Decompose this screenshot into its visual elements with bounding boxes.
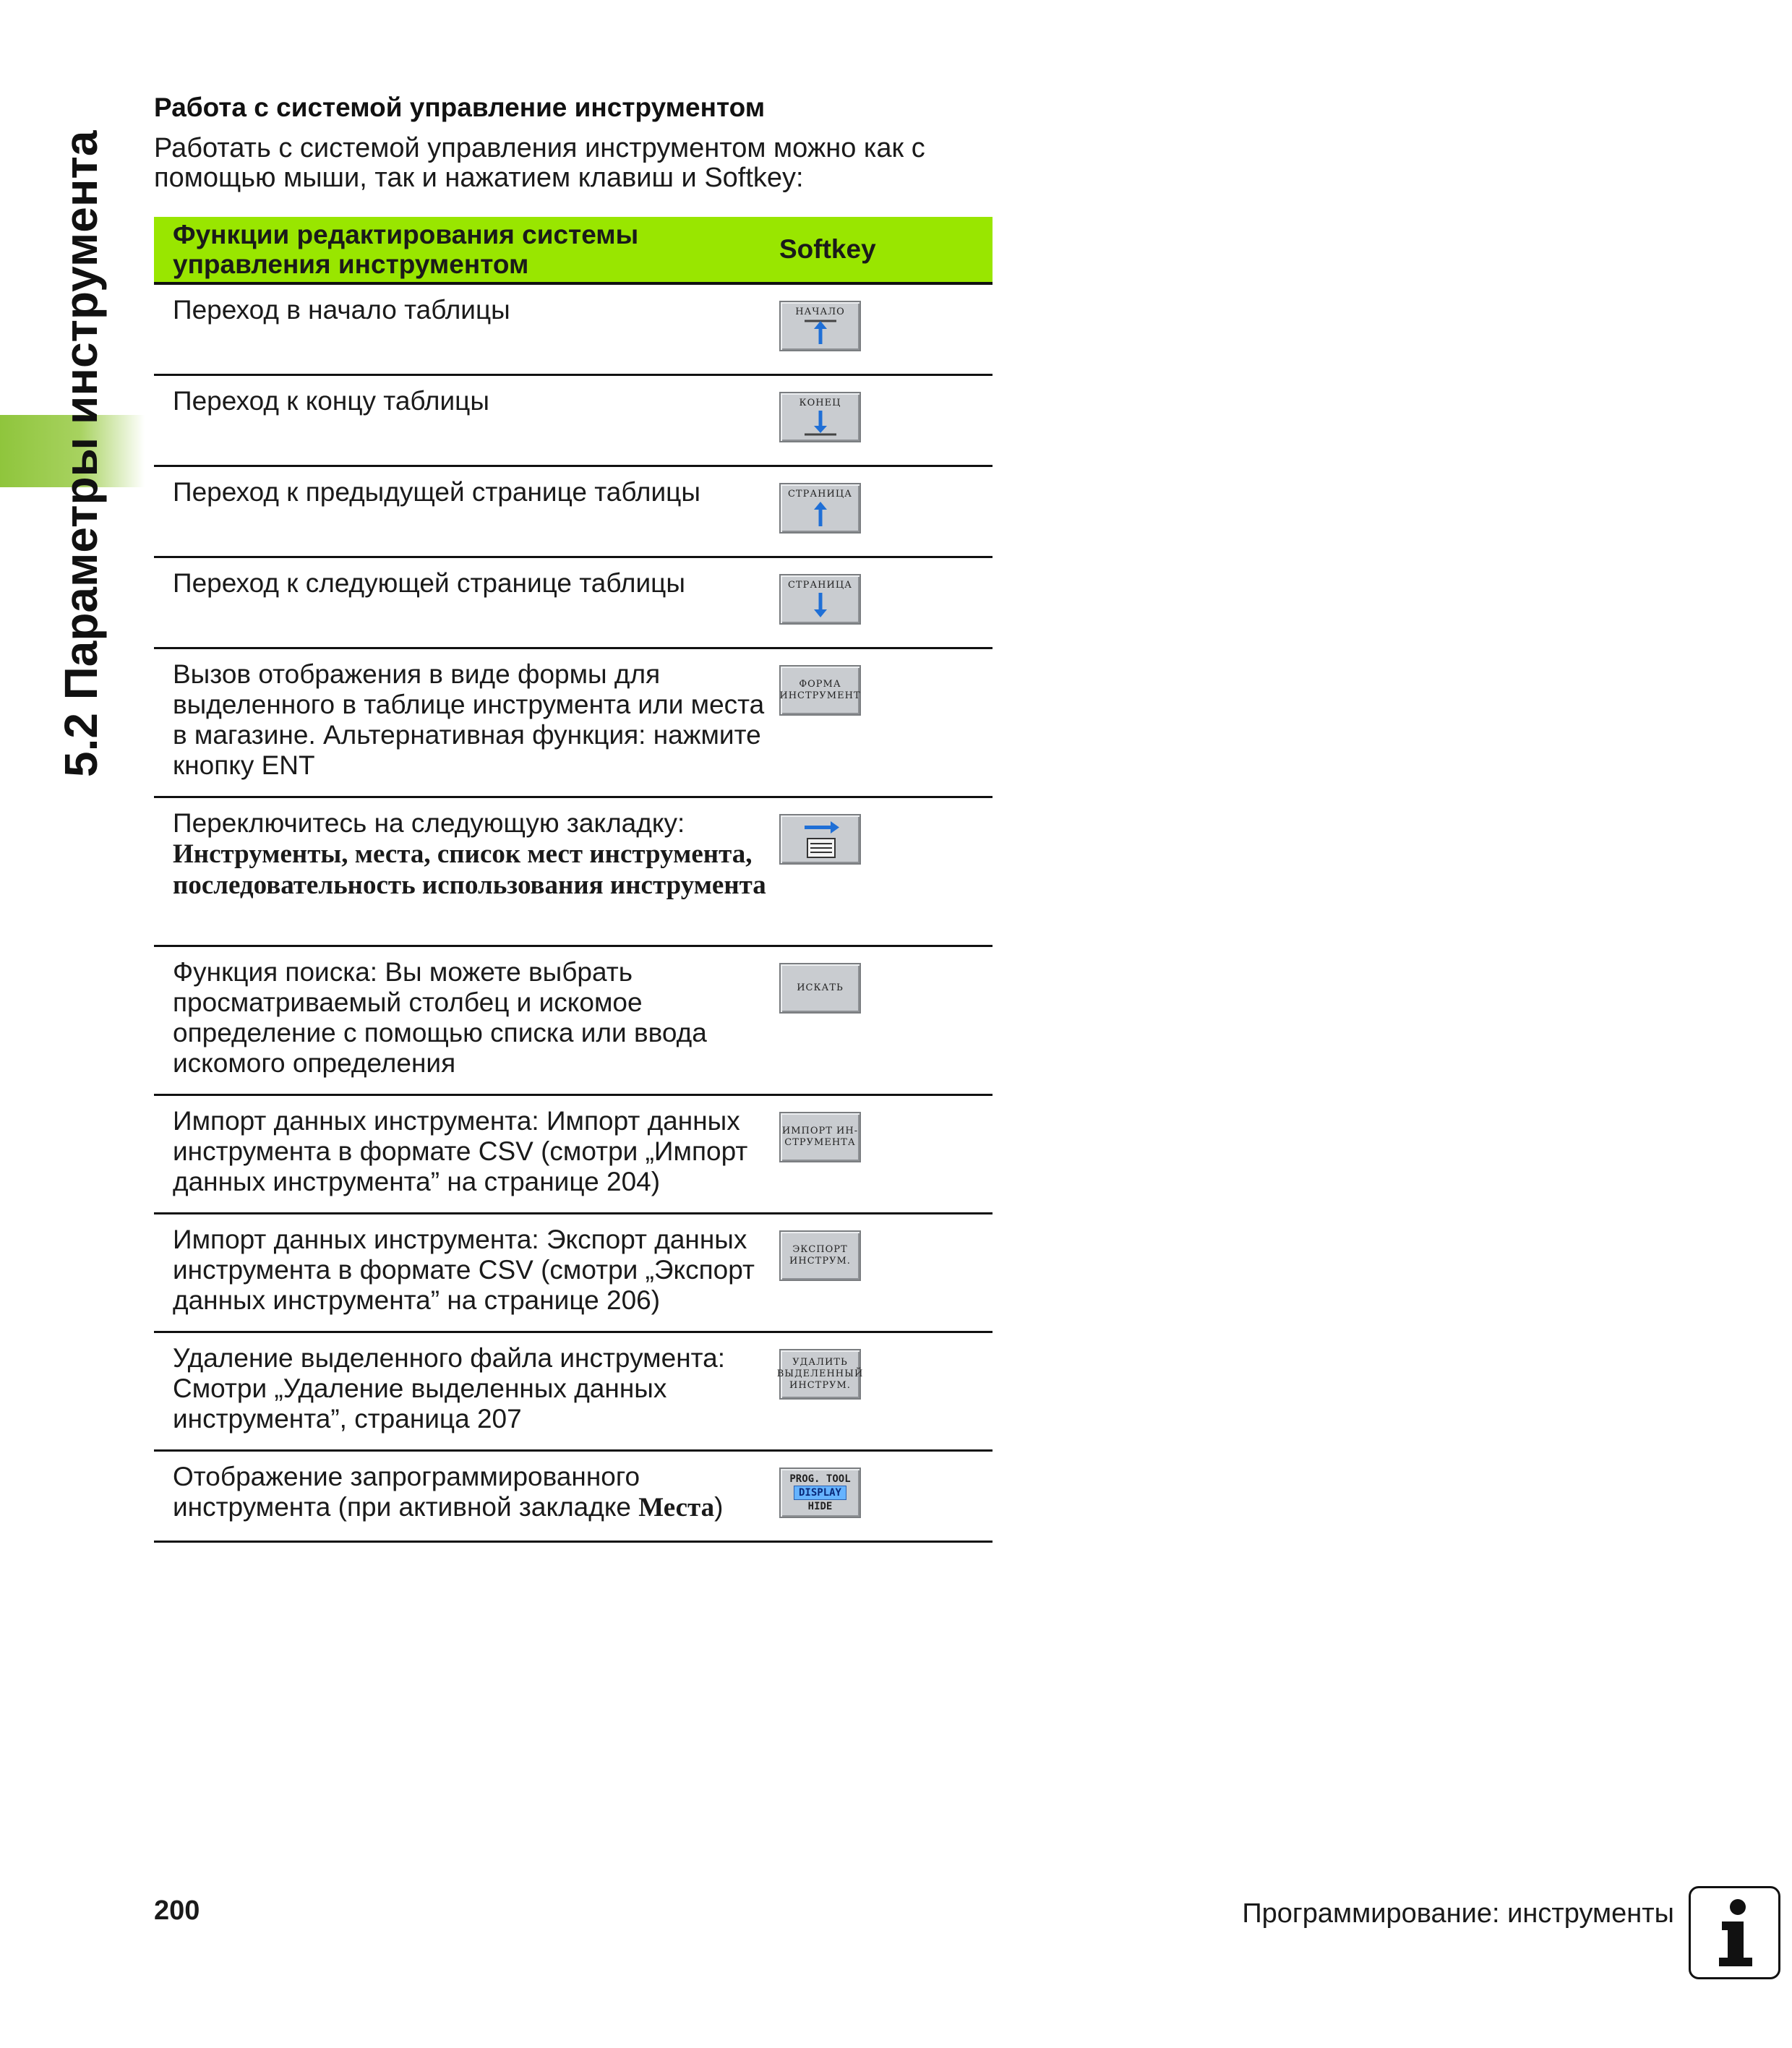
softkey-import-tool[interactable] bbox=[779, 1112, 861, 1162]
table-header bbox=[154, 217, 993, 285]
softkey-label: УДАЛИТЬ bbox=[792, 1357, 848, 1368]
row-description: Переход к концу таблицы bbox=[173, 386, 489, 416]
softkey-label: ИНСТРУМЕНТ bbox=[779, 690, 861, 701]
softkey-label: КОНЕЦ bbox=[799, 398, 841, 408]
table-row bbox=[154, 1333, 993, 1452]
softkey-label: НАЧАЛО bbox=[795, 307, 845, 317]
info-glyph bbox=[1706, 1897, 1764, 1969]
table-row bbox=[154, 947, 993, 1096]
row-description: Импорт данных инструмента: Импорт данных инструмента в формате CSV (смотри „Импорт данных инструмента” на странице 204) bbox=[173, 1106, 748, 1196]
softkey-label: ФОРМА bbox=[799, 679, 841, 690]
table-row bbox=[154, 376, 993, 467]
info-icon bbox=[1689, 1886, 1780, 1979]
next-tab-icon bbox=[799, 818, 842, 860]
softkey-label: СТРАНИЦА bbox=[787, 489, 853, 500]
softkey-label: ИМПОРТ ИН- bbox=[781, 1126, 859, 1136]
row-description: Импорт данных инструмента: Экспорт данных инструмента в формате CSV (смотри „Экспорт данных инструмента” на странице 206) bbox=[173, 1225, 755, 1315]
row-description: Переход к следующей странице таблицы bbox=[173, 568, 685, 598]
table-row bbox=[154, 1452, 993, 1543]
softkey-label: HIDE bbox=[807, 1501, 833, 1512]
softkey-label: СТРУМЕНТА bbox=[784, 1137, 856, 1148]
row-text-plain: Отображение запрограммированного инструмента (при активной закладке bbox=[173, 1462, 640, 1522]
row-description: Переход в начало таблицы bbox=[173, 295, 510, 325]
softkey-label: ЭКСПОРТ bbox=[792, 1244, 848, 1255]
row-description bbox=[154, 1452, 779, 1541]
arrow-up-icon bbox=[799, 500, 842, 528]
row-text-end: ) bbox=[714, 1492, 724, 1522]
intro-paragraph: Работать с системой управления инструментом можно как с помощью мыши, так и нажатием клавиш и Softkey: bbox=[154, 133, 925, 193]
softkey-prog-tool-display[interactable] bbox=[779, 1468, 861, 1518]
table-row bbox=[154, 467, 993, 558]
row-description: Вызов отображения в виде формы для выделенного в таблице инструмента или места в магазине. Альтернативная функция: нажмите кнопку ENT bbox=[173, 659, 765, 780]
softkey-search[interactable] bbox=[779, 963, 861, 1014]
column-header-function: Функции редактирования системы управления инструментом bbox=[173, 220, 639, 279]
softkey-label-active: DISPLAY bbox=[794, 1486, 846, 1500]
arrow-down-icon bbox=[799, 591, 842, 619]
softkey-label: ИСКАТЬ bbox=[797, 982, 844, 993]
softkey-label: СТРАНИЦА bbox=[787, 580, 853, 591]
table-row bbox=[154, 1214, 993, 1333]
softkey-label: PROG. TOOL bbox=[789, 1473, 851, 1485]
softkey-export-tool[interactable] bbox=[779, 1230, 861, 1281]
softkey-label: ВЫДЕЛЕННЫЙ bbox=[776, 1368, 864, 1379]
softkey-page-up[interactable] bbox=[779, 483, 861, 534]
table-row bbox=[154, 285, 993, 376]
row-description: Удаление выделенного файла инструмента: Смотри „Удаление выделенных данных инструмента”, страница 207 bbox=[173, 1343, 726, 1434]
functions-table bbox=[154, 217, 993, 1543]
chapter-side-title: 5.2 Параметры инструмента bbox=[55, 130, 107, 777]
table-row bbox=[154, 798, 993, 947]
arrow-down-icon bbox=[799, 409, 842, 437]
arrow-up-icon bbox=[799, 318, 842, 346]
row-text-bold: Места bbox=[638, 1493, 715, 1522]
softkey-next-tab[interactable] bbox=[779, 814, 861, 865]
column-header-softkey: Softkey bbox=[779, 234, 876, 264]
softkey-label: ИНСТРУМ. bbox=[789, 1380, 851, 1391]
softkey-page-down[interactable] bbox=[779, 574, 861, 625]
table-row bbox=[154, 649, 993, 798]
softkey-label: ИНСТРУМ. bbox=[789, 1256, 851, 1267]
section-heading: Работа с системой управление инструментом bbox=[154, 93, 766, 122]
row-text-plain: Переключитесь на следующую закладку: bbox=[173, 808, 685, 838]
row-description: Функция поиска: Вы можете выбрать просматриваемый столбец и искомое определение с помощью списка или ввода искомого определения bbox=[173, 957, 707, 1078]
row-description: Переход к предыдущей странице таблицы bbox=[173, 477, 700, 507]
page-number: 200 bbox=[154, 1895, 200, 1926]
softkey-form-tool[interactable] bbox=[779, 665, 861, 716]
softkey-delete-tool[interactable] bbox=[776, 1349, 864, 1400]
row-description bbox=[154, 798, 779, 945]
table-row bbox=[154, 1096, 993, 1214]
softkey-end[interactable] bbox=[779, 392, 861, 442]
table-row bbox=[154, 558, 993, 649]
row-text-bold: Инструменты, места, список мест инструмента, последовательность использования инструмента bbox=[173, 839, 766, 900]
footer-chapter-title: Программирование: инструменты bbox=[1242, 1898, 1674, 1929]
softkey-begin[interactable] bbox=[779, 301, 861, 351]
